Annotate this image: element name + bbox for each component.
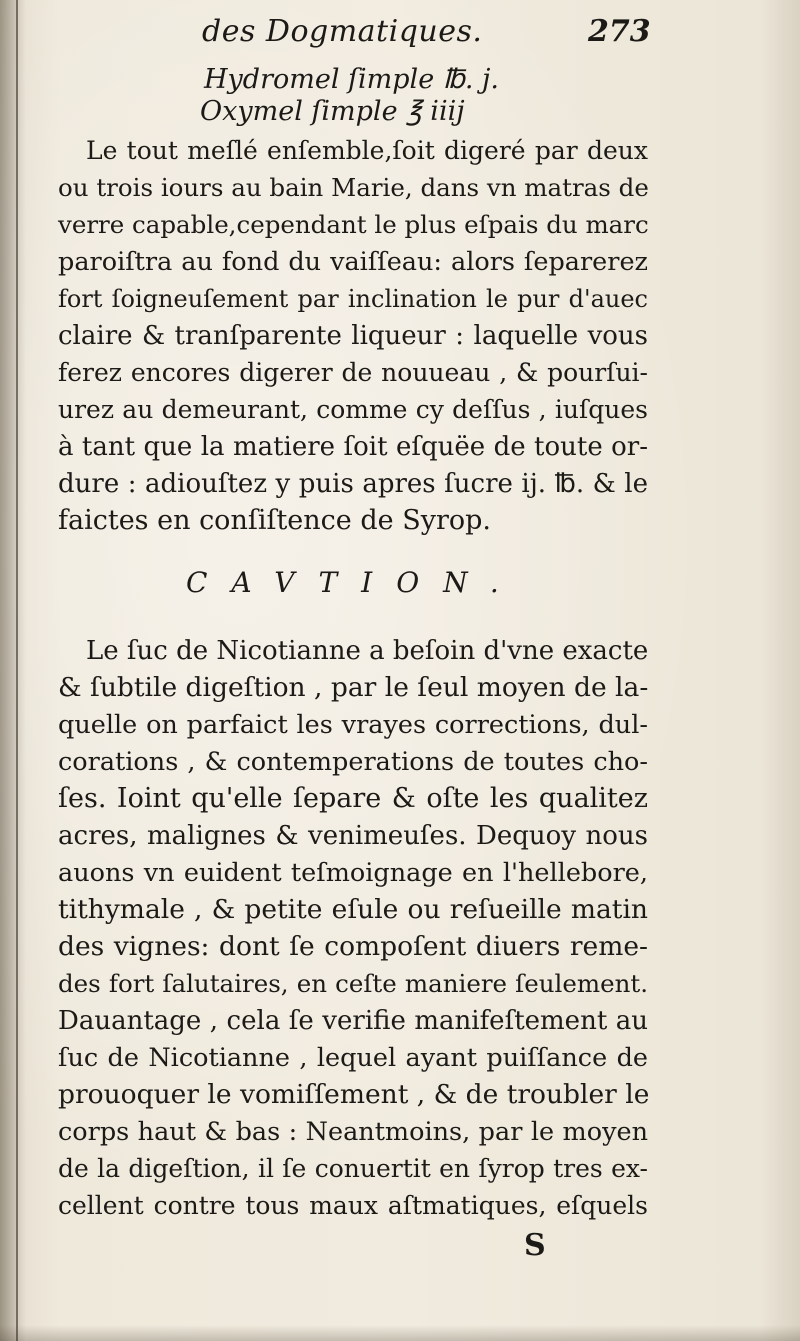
page-header [60,14,800,54]
section-heading: CAVTION. [186,566,523,599]
text-line: Dauantage , cela ſe verifie manifeſtement au [58,1006,648,1036]
text-line: claire & tranſparente liqueur : laquelle vous [58,321,648,351]
text-line: ſuc de Nicotianne , lequel ayant puiſſance de [58,1043,648,1073]
text-line: cellent contre tous maux aſtmatiques, eſquels [58,1191,648,1220]
running-head: des Dogmatiques. [202,14,483,49]
text-line: ferez encores digerer de nouueau , & pourſui- [58,358,648,387]
gutter-shadow [0,0,26,1341]
text-line: des vignes: dont ſe compoſent diuers reme- [58,931,648,962]
text-line: quelle on parfaict les vrayes corrections, dul- [58,710,648,740]
text-line: ſes. Ioint qu'elle ſepare & oſte les qualitez [58,783,648,814]
text-line: prouoquer le vomiſſement , & de troubler le [58,1079,650,1110]
bottom-edge-shade [0,1325,800,1341]
text-line: fort ſoigneuſement par inclination le pur d'auec [58,285,648,313]
text-line: auons vn euident teſmoignage en l'hellebore, [58,858,648,888]
text-line: tithymale , & petite eſule ou reſueille matin [58,894,648,925]
text-line: ou trois iours au bain Marie, dans vn matras de [58,173,649,202]
text-line: de la digeſtion, il ſe conuertit en ſyrop tres ex- [58,1154,648,1183]
recipe-line: Oxymel ſimple ℥ iiij [200,96,465,127]
text-line: & ſubtile digeſtion , par le ſeul moyen de la- [58,672,649,703]
page-number: 273 [588,14,651,49]
text-line: faictes en conſiſtence de Syrop. [58,505,491,536]
text-line: des fort ſalutaires, en ceſte maniere ſeulement. [58,969,648,998]
text-line: dure : adiouſtez y puis apres ſucre ij. ℔. & le [58,469,648,499]
text-line: urez au demeurant, comme cy deſſus , iuſques [58,395,648,424]
text-line: corps haut & bas : Neantmoins, par le moyen [58,1117,648,1147]
text-line: acres, malignes & venimeuſes. Dequoy nous [58,821,648,851]
text-line: Le ſuc de Nicotianne a beſoin d'vne exacte [86,636,649,666]
text-line: corations , & contemperations de toutes cho- [58,747,648,777]
text-line: Le tout meſlé enſemble,ſoit digeré par deux [86,136,648,165]
recipe-line: Hydromel ſimple ℔. j. [204,64,499,95]
gutter-line [16,0,18,1341]
text-line: verre capable,cependant le plus eſpais du marc [58,210,649,239]
signature-mark: S [524,1228,546,1263]
text-line: paroiſtra au fond du vaiſſeau: alors ſeparerez [58,247,648,277]
text-line: à tant que la matiere ſoit eſquëe de toute or- [58,432,648,462]
